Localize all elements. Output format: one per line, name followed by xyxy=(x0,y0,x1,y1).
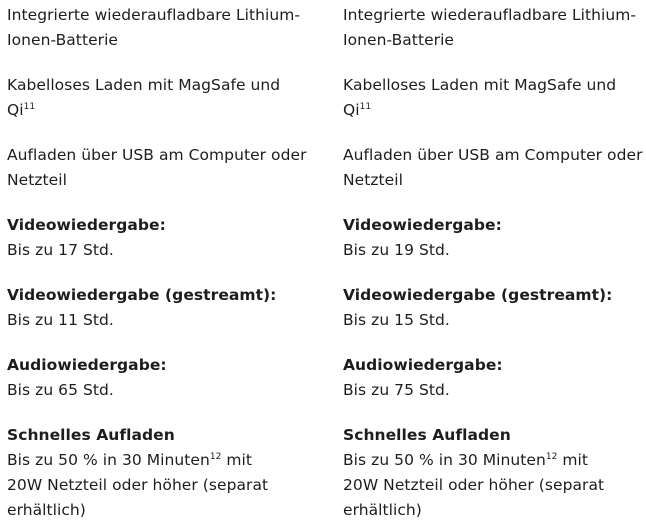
audio-playback-value: Bis zu 65 Std. xyxy=(7,381,114,399)
usb-line-1: Aufladen über USB am Computer oder xyxy=(343,146,643,164)
footnote-12[interactable]: 12 xyxy=(545,452,558,462)
audio-playback-label: Audiowiedergabe: xyxy=(343,356,503,374)
wireless-charging-spec xyxy=(7,73,307,123)
fast-charging-spec xyxy=(343,423,643,523)
battery-line-2: Ionen-Batterie xyxy=(343,31,455,49)
battery-line-1: Integrierte wiederaufladbare Lithium- xyxy=(7,6,301,24)
video-playback-label: Videowiedergabe: xyxy=(7,216,166,234)
battery-line-1: Integrierte wiederaufladbare Lithium- xyxy=(343,6,637,24)
fast-charging-text-suffix: mit xyxy=(557,451,589,469)
fast-charging-label: Schnelles Aufladen xyxy=(343,426,511,444)
audio-playback-spec xyxy=(343,353,643,403)
usb-line-2: Netzteil xyxy=(7,171,67,189)
usb-charging-spec xyxy=(343,143,643,193)
wireless-charging-text: Kabelloses Laden mit MagSafe und Qi xyxy=(7,76,281,119)
usb-charging-spec xyxy=(7,143,307,193)
fast-charging-line-2: 20W Netzteil oder höher (separat xyxy=(343,476,605,494)
video-playback-value: Bis zu 17 Std. xyxy=(7,241,114,259)
streamed-video-value: Bis zu 11 Std. xyxy=(7,311,114,329)
footnote-11[interactable]: 11 xyxy=(23,102,36,112)
usb-line-2: Netzteil xyxy=(343,171,403,189)
fast-charging-text-suffix: mit xyxy=(221,451,253,469)
audio-playback-value: Bis zu 75 Std. xyxy=(343,381,450,399)
streamed-video-label: Videowiedergabe (gestreamt): xyxy=(343,286,613,304)
audio-playback-spec xyxy=(7,353,307,403)
spec-column-right xyxy=(343,3,643,523)
fast-charging-line-3: erhältlich) xyxy=(343,501,422,519)
footnote-12[interactable]: 12 xyxy=(209,452,222,462)
footnote-11[interactable]: 11 xyxy=(359,102,372,112)
battery-spec xyxy=(7,3,307,53)
streamed-video-value: Bis zu 15 Std. xyxy=(343,311,450,329)
fast-charging-text: Bis zu 50 % in 30 Minuten xyxy=(7,451,210,469)
wireless-charging-text: Kabelloses Laden mit MagSafe und Qi xyxy=(343,76,617,119)
fast-charging-line-2: 20W Netzteil oder höher (separat xyxy=(7,476,269,494)
fast-charging-line-1 xyxy=(7,448,307,473)
video-playback-spec xyxy=(343,213,643,263)
battery-spec xyxy=(343,3,643,53)
wireless-charging-spec xyxy=(343,73,643,123)
streamed-video-spec xyxy=(343,283,643,333)
streamed-video-spec xyxy=(7,283,307,333)
battery-line-2: Ionen-Batterie xyxy=(7,31,119,49)
video-playback-spec xyxy=(7,213,307,263)
fast-charging-text: Bis zu 50 % in 30 Minuten xyxy=(343,451,546,469)
video-playback-label: Videowiedergabe: xyxy=(343,216,502,234)
spec-column-left xyxy=(7,3,307,523)
video-playback-value: Bis zu 19 Std. xyxy=(343,241,450,259)
fast-charging-line-1 xyxy=(343,448,643,473)
audio-playback-label: Audiowiedergabe: xyxy=(7,356,167,374)
usb-line-1: Aufladen über USB am Computer oder xyxy=(7,146,307,164)
fast-charging-spec xyxy=(7,423,307,523)
streamed-video-label: Videowiedergabe (gestreamt): xyxy=(7,286,277,304)
fast-charging-line-3: erhältlich) xyxy=(7,501,86,519)
fast-charging-label: Schnelles Aufladen xyxy=(7,426,175,444)
